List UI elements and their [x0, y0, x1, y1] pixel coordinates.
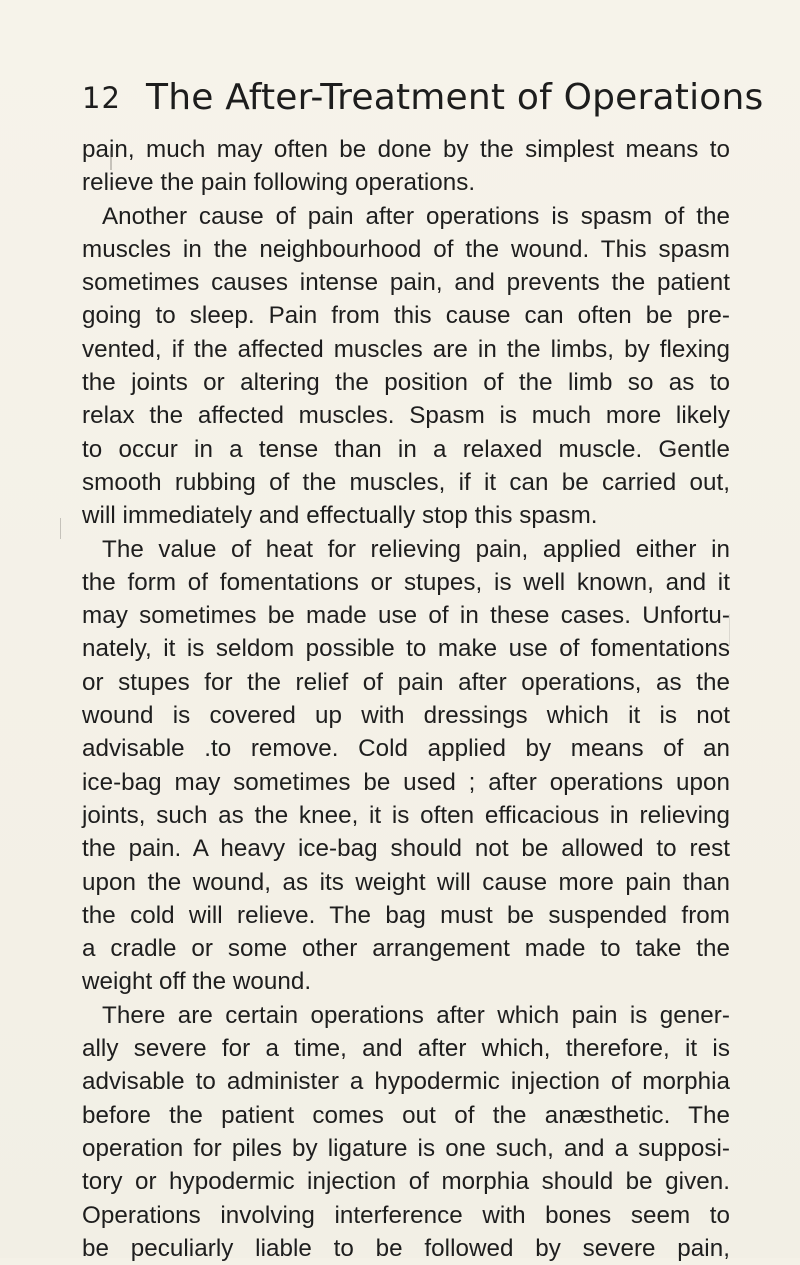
text-line: tory or hypodermic injection of morphia should be given.	[82, 1168, 730, 1196]
text-line: advisable .to remove. Cold applied by means of an	[82, 735, 730, 763]
text-line: sometimes causes intense pain, and prevents the patient	[82, 269, 730, 297]
text-line: upon the wound, as its weight will cause more pain than	[82, 868, 730, 896]
text-line: the form of fomentations or stupes, is well known, and it	[82, 568, 730, 596]
text-line: may sometimes be made use of in these cases. Unfortu-	[82, 602, 730, 630]
text-line: or stupes for the relief of pain after operations, as the	[82, 668, 730, 696]
text-line: a cradle or some other arrangement made to take the	[82, 935, 730, 963]
text-line: joints, such as the knee, it is often efficacious in relieving	[82, 801, 730, 829]
text-line: wound is covered up with dressings which it is not	[82, 702, 730, 730]
text-line: be peculiarly liable to be followed by severe pain,	[82, 1234, 730, 1262]
running-header	[82, 75, 764, 127]
text-line: pain, much may often be done by the simplest means to	[82, 136, 730, 163]
text-line: going to sleep. Pain from this cause can often be pre-	[82, 302, 730, 330]
text-line: before the patient comes out of the anæsthetic. The	[82, 1101, 730, 1129]
text-line: to occur in a tense than in a relaxed muscle. Gentle	[82, 435, 730, 463]
text-line: vented, if the affected muscles are in the limbs, by flexing	[82, 335, 730, 363]
text-line: operation for piles by ligature is one such, and a supposi-	[82, 1134, 730, 1162]
text-line: advisable to administer a hypodermic injection of morphia	[82, 1068, 730, 1096]
text-line: the cold will relieve. The bag must be suspended from	[82, 901, 730, 929]
text-line: smooth rubbing of the muscles, if it can be carried out,	[82, 468, 730, 496]
running-title: The After-Treatment of Operations	[146, 77, 764, 118]
body-text	[82, 133, 730, 1265]
text-line: Another cause of pain after operations is spasm of the	[102, 202, 730, 230]
text-line: weight off the wound.	[82, 968, 312, 996]
text-line: ice-bag may sometimes be used ; after operations upon	[82, 768, 730, 796]
print-mark	[110, 151, 112, 170]
text-line: will immediately and effectually stop this spasm.	[82, 502, 598, 530]
text-line: the pain. A heavy ice-bag should not be allowed to rest	[82, 835, 730, 863]
text-line: There are certain operations after which pain is gener-	[102, 1001, 730, 1029]
text-line: relieve the pain following operations.	[82, 169, 476, 197]
page-number: 12	[82, 81, 121, 115]
text-line: The value of heat for relieving pain, applied either in	[102, 535, 730, 563]
text-line: relax the affected muscles. Spasm is much more likely	[82, 402, 730, 430]
text-line: the joints or altering the position of the limb so as to	[82, 369, 730, 397]
print-mark	[60, 518, 61, 539]
text-line: Operations involving interference with bones seem to	[82, 1201, 730, 1229]
print-mark	[729, 614, 730, 646]
text-line: nately, it is seldom possible to make use of fomentations	[82, 635, 730, 663]
text-line: ally severe for a time, and after which, therefore, it is	[82, 1035, 730, 1063]
text-line: muscles in the neighbourhood of the wound. This spasm	[82, 235, 730, 263]
